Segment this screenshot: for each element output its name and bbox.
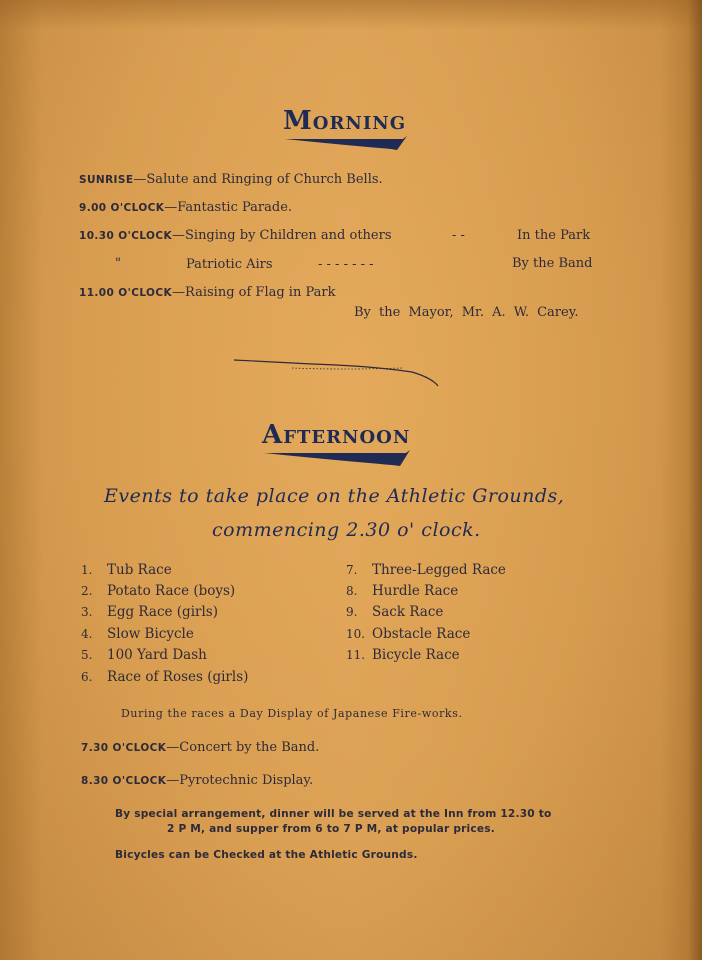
morning-entry-patriotic-location: By the Band (512, 256, 593, 271)
afternoon-subtitle-line1: Events to take place on the Athletic Grounds, (104, 485, 565, 507)
entry-text: —Raising of Flag in Park (172, 285, 336, 300)
morning-heading-initial: M (283, 106, 313, 136)
event-name: Sack Race (372, 604, 444, 620)
entry-text: —Pyrotechnic Display. (166, 773, 314, 788)
event-item (81, 604, 218, 620)
morning-entry-patriotic-leader: - - - - - - - (318, 257, 374, 272)
entry-text: —Fantastic Parade. (164, 200, 293, 215)
event-item (346, 647, 460, 663)
event-number: 4. (81, 627, 93, 641)
morning-entry-1030 (79, 228, 392, 243)
entry-text: —Salute and Ringing of Church Bells. (133, 172, 383, 187)
event-name: Potato Race (boys) (107, 583, 236, 599)
event-number: 9. (346, 605, 358, 619)
event-item (346, 604, 443, 620)
event-name: Bicycle Race (372, 647, 460, 663)
event-number: 11. (346, 648, 366, 662)
morning-heading-swash (283, 136, 408, 152)
morning-entry-1030-location: In the Park (517, 228, 591, 243)
ornamental-divider (232, 356, 444, 390)
afternoon-heading-swash (262, 450, 412, 468)
event-number: 5. (81, 648, 93, 662)
afternoon-heading-rest: FTERNOON (283, 427, 411, 448)
morning-flag-by: By the Mayor, Mr. A. W. Carey. (354, 305, 579, 320)
event-number: 10. (346, 627, 366, 641)
morning-entry-sunrise (79, 172, 383, 187)
event-name: Obstacle Race (372, 626, 471, 642)
morning-entry-patriotic-text: Patriotic Airs (186, 257, 273, 272)
morning-entry-1030-leader: - - (452, 228, 465, 243)
event-name: Three-Legged Race (372, 562, 506, 578)
entry-time: 9.00 O'CLOCK (79, 202, 165, 214)
evening-entry-730 (81, 740, 319, 755)
event-name: Tub Race (107, 562, 172, 578)
evening-entry-830 (81, 773, 313, 788)
event-item (81, 626, 194, 642)
entry-text: —Singing by Children and others (172, 228, 392, 243)
entry-time: 7.30 O'CLOCK (81, 742, 167, 754)
morning-entry-1100 (79, 285, 335, 300)
afternoon-heading (262, 420, 412, 468)
event-name: Egg Race (girls) (107, 604, 218, 620)
event-number: 2. (81, 584, 93, 598)
dinner-note-line2: 2 P M, and supper from 6 to 7 P M, at popular prices. (167, 823, 495, 835)
morning-entry-patriotic-ditto: " (115, 256, 121, 271)
event-name: Race of Roses (girls) (107, 669, 249, 685)
event-item (81, 583, 235, 599)
dinner-note-line1: By special arrangement, dinner will be served at the Inn from 12.30 to (115, 808, 552, 820)
morning-heading (283, 106, 408, 152)
event-number: 1. (81, 563, 93, 577)
entry-time: 8.30 O'CLOCK (81, 775, 167, 787)
event-name: Slow Bicycle (107, 626, 194, 642)
bicycles-note: Bicycles can be Checked at the Athletic Grounds. (115, 849, 418, 861)
event-item (346, 562, 506, 578)
event-item (346, 583, 458, 599)
event-item (81, 669, 248, 685)
event-item (81, 647, 207, 663)
entry-time: 11.00 O'CLOCK (79, 287, 172, 299)
morning-heading-rest: ORNING (312, 113, 407, 134)
entry-text: —Concert by the Band. (166, 740, 320, 755)
afternoon-subtitle-line2: commencing 2.30 o' clock. (212, 519, 481, 541)
fireworks-notice: During the races a Day Display of Japanese Fire-works. (121, 707, 463, 720)
entry-time: SUNRISE (79, 174, 134, 186)
event-item (346, 626, 470, 642)
entry-time: 10.30 O'CLOCK (79, 230, 172, 242)
event-name: 100 Yard Dash (107, 647, 207, 663)
event-number: 7. (346, 563, 358, 577)
morning-entry-900 (79, 200, 292, 215)
event-number: 8. (346, 584, 358, 598)
event-item (81, 562, 172, 578)
afternoon-heading-initial: A (262, 420, 284, 450)
event-number: 3. (81, 605, 93, 619)
event-number: 6. (81, 670, 93, 684)
event-name: Hurdle Race (372, 583, 459, 599)
